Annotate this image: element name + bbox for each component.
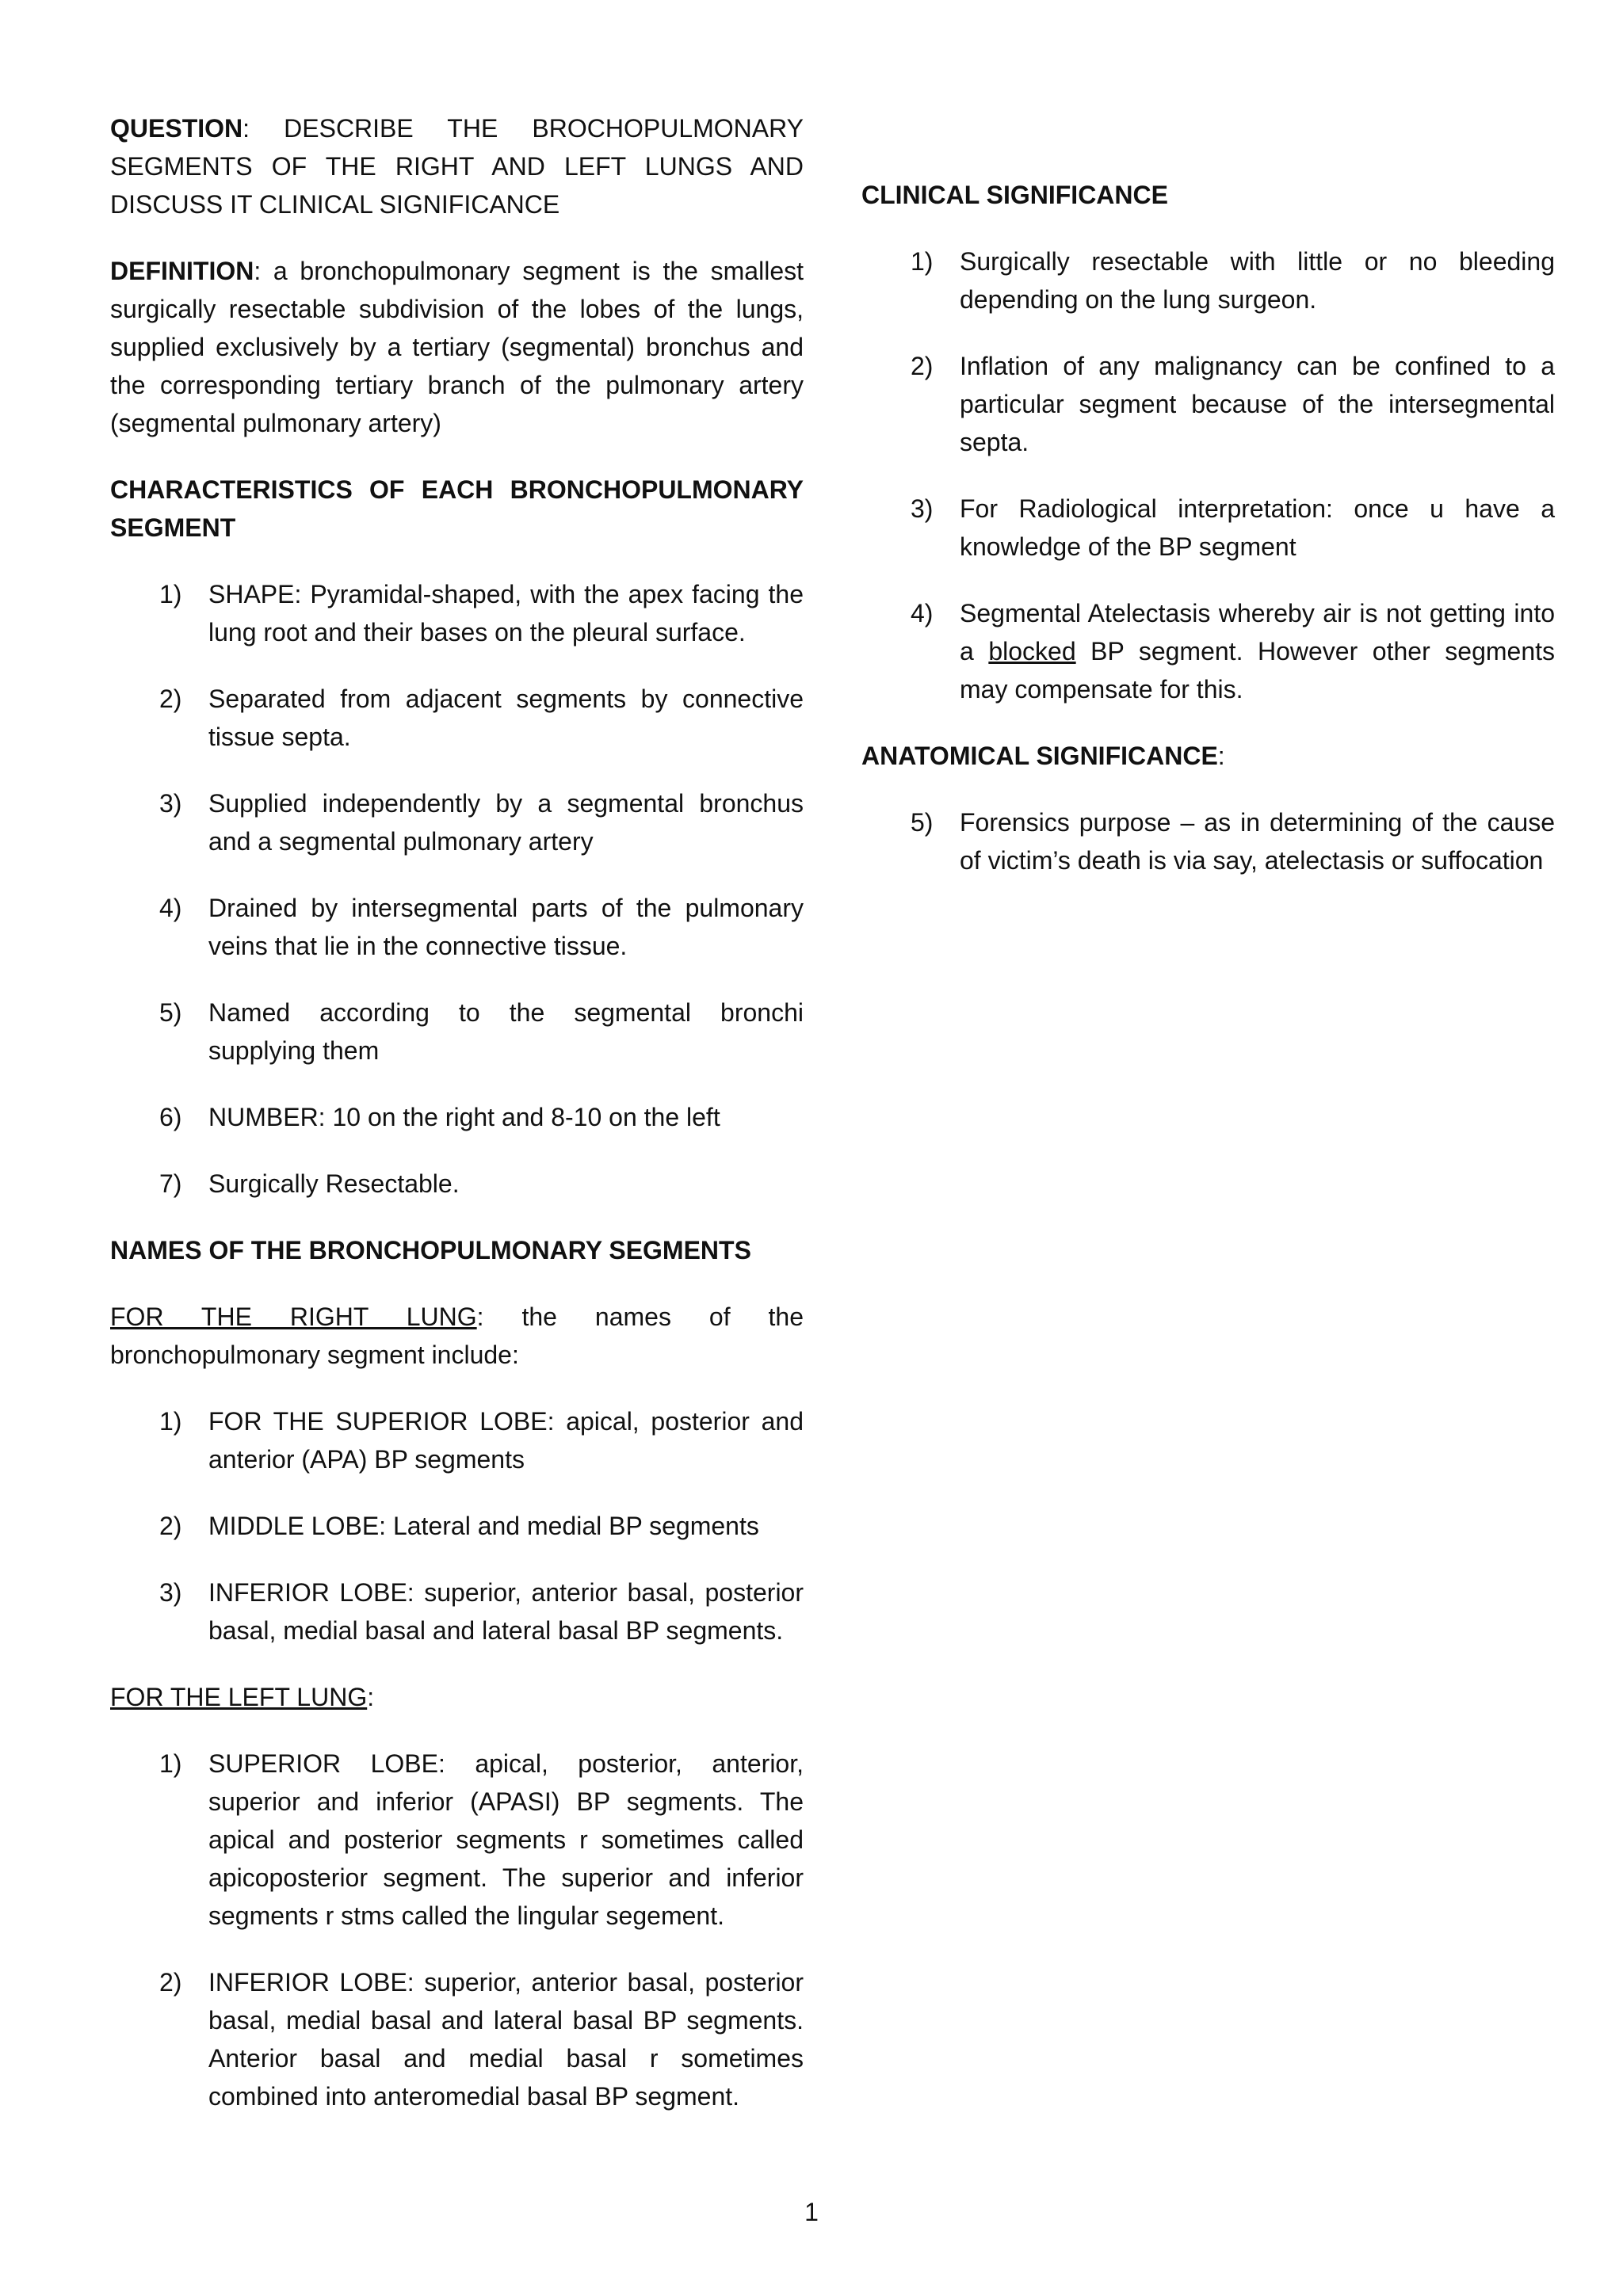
item-text: Inflation of any malignancy can be confined to a particular segment because of the intersegmental septa. bbox=[960, 352, 1555, 456]
item-number: 1) bbox=[159, 1749, 182, 1778]
question-label: QUESTION bbox=[110, 114, 243, 143]
list-item bbox=[110, 1507, 804, 1545]
item-number: 4) bbox=[911, 599, 934, 627]
item-text: FOR THE SUPERIOR LOBE: apical, posterior and anterior (APA) BP segments bbox=[208, 1407, 804, 1474]
list-item bbox=[861, 803, 1555, 879]
list-item bbox=[110, 575, 804, 651]
item-text: For Radiological interpretation: once u have a knowledge of the BP segment bbox=[960, 494, 1555, 561]
list-item bbox=[110, 680, 804, 756]
list-item bbox=[110, 1098, 804, 1136]
right-lung-label: FOR THE RIGHT LUNG bbox=[110, 1302, 477, 1331]
list-item bbox=[110, 1745, 804, 1935]
item-text: INFERIOR LOBE: superior, anterior basal, posterior basal, medial basal and lateral basal BP segments. bbox=[208, 1578, 804, 1645]
clinical-heading: CLINICAL SIGNIFICANCE bbox=[861, 181, 1168, 209]
right-lung-intro bbox=[110, 1298, 804, 1374]
item-number: 1) bbox=[911, 247, 934, 276]
item-number: 6) bbox=[159, 1103, 182, 1131]
anatomical-heading-colon: : bbox=[1217, 742, 1225, 770]
item-text: SUPERIOR LOBE: apical, posterior, anterior, superior and inferior (APASI) BP segments. The apical and posterior segments r sometimes called apicoposterior segment. The superior and inferior segments r stms called the lingular segement. bbox=[208, 1749, 804, 1930]
list-item bbox=[110, 1402, 804, 1478]
question-paragraph bbox=[110, 109, 804, 223]
left-lung-intro bbox=[110, 1678, 804, 1716]
list-item bbox=[110, 1573, 804, 1650]
list-item bbox=[110, 994, 804, 1070]
item-text: Surgically Resectable. bbox=[208, 1169, 460, 1198]
item-text: Supplied independently by a segmental bronchus and a segmental pulmonary artery bbox=[208, 789, 804, 856]
item-number: 7) bbox=[159, 1169, 182, 1198]
item-number: 2) bbox=[159, 685, 182, 713]
item-text: Named according to the segmental bronchi supplying them bbox=[208, 998, 804, 1065]
item-number: 5) bbox=[159, 998, 182, 1027]
left-lung-label: FOR THE LEFT LUNG bbox=[110, 1683, 368, 1711]
right-lung-list bbox=[110, 1402, 804, 1650]
anatomical-heading bbox=[861, 737, 1555, 775]
item-number: 2) bbox=[911, 352, 934, 380]
list-item bbox=[110, 889, 804, 965]
definition-label: DEFINITION bbox=[110, 257, 254, 285]
item-text bbox=[960, 594, 1555, 708]
item-text: Separated from adjacent segments by connective tissue septa. bbox=[208, 685, 804, 751]
item-text: Surgically resectable with little or no bleeding depending on the lung surgeon. bbox=[960, 247, 1555, 314]
list-item bbox=[861, 242, 1555, 318]
characteristics-list bbox=[110, 575, 804, 1203]
list-item bbox=[110, 1165, 804, 1203]
item-text-after: BP segment. However other segments may compensate for this. bbox=[960, 637, 1556, 704]
page-number: 1 bbox=[804, 2198, 819, 2226]
list-item bbox=[861, 347, 1555, 461]
item-text: MIDDLE LOBE: Lateral and medial BP segments bbox=[208, 1512, 759, 1540]
left-lung-text: : bbox=[367, 1683, 375, 1711]
item-number: 2) bbox=[159, 1968, 182, 1997]
item-number: 5) bbox=[911, 808, 934, 837]
item-number: 3) bbox=[159, 789, 182, 818]
item-number: 2) bbox=[159, 1512, 182, 1540]
item-number: 1) bbox=[159, 580, 182, 608]
definition-paragraph bbox=[110, 252, 804, 442]
question-text: : DESCRIBE THE BROCHOPULMONARY SEGMENTS OF THE RIGHT AND LEFT LUNGS AND DISCUSS IT CLINICAL SIGNIFICANCE bbox=[110, 114, 804, 219]
list-item bbox=[110, 784, 804, 860]
right-column bbox=[861, 176, 1555, 908]
left-lung-list bbox=[110, 1745, 804, 2115]
characteristics-heading: CHARACTERISTICS OF EACH BRONCHOPULMONARY SEGMENT bbox=[110, 475, 804, 542]
list-item bbox=[110, 1963, 804, 2115]
list-item bbox=[861, 490, 1555, 566]
item-text: NUMBER: 10 on the right and 8-10 on the left bbox=[208, 1103, 720, 1131]
item-number: 3) bbox=[159, 1578, 182, 1607]
item-text: INFERIOR LOBE: superior, anterior basal, posterior basal, medial basal and lateral basal BP segments. Anterior basal and medial basal r sometimes combined into anteromedial basal BP segment. bbox=[208, 1968, 804, 2111]
item-text: Forensics purpose – as in determining of the cause of victim’s death is via say, atelectasis or suffocation bbox=[960, 808, 1555, 875]
anatomical-heading-text: ANATOMICAL SIGNIFICANCE bbox=[861, 742, 1218, 770]
item-text-before: Segmental Atelectasis whereby air is not getting into a bbox=[960, 599, 1555, 666]
underlined-word: blocked bbox=[988, 637, 1076, 666]
item-number: 1) bbox=[159, 1407, 182, 1436]
names-heading: NAMES OF THE BRONCHOPULMONARY SEGMENTS bbox=[110, 1236, 751, 1264]
right-lung-text: : the names of the bronchopulmonary segment include: bbox=[110, 1302, 804, 1369]
item-number: 4) bbox=[159, 894, 182, 922]
item-text: Drained by intersegmental parts of the pulmonary veins that lie in the connective tissue. bbox=[208, 894, 804, 960]
left-column bbox=[110, 109, 804, 2144]
item-number: 3) bbox=[911, 494, 934, 523]
clinical-list bbox=[861, 242, 1555, 708]
definition-text: : a bronchopulmonary segment is the smallest surgically resectable subdivision of the lobes of the lungs, supplied exclusively by a tertiary (segmental) bronchus and the corresponding tertiary branch of the pulmonary artery (segmental pulmonary artery) bbox=[110, 257, 804, 437]
anatomical-list bbox=[861, 803, 1555, 879]
item-text: SHAPE: Pyramidal-shaped, with the apex facing the lung root and their bases on the pleural surface. bbox=[208, 580, 804, 646]
list-item bbox=[861, 594, 1555, 708]
